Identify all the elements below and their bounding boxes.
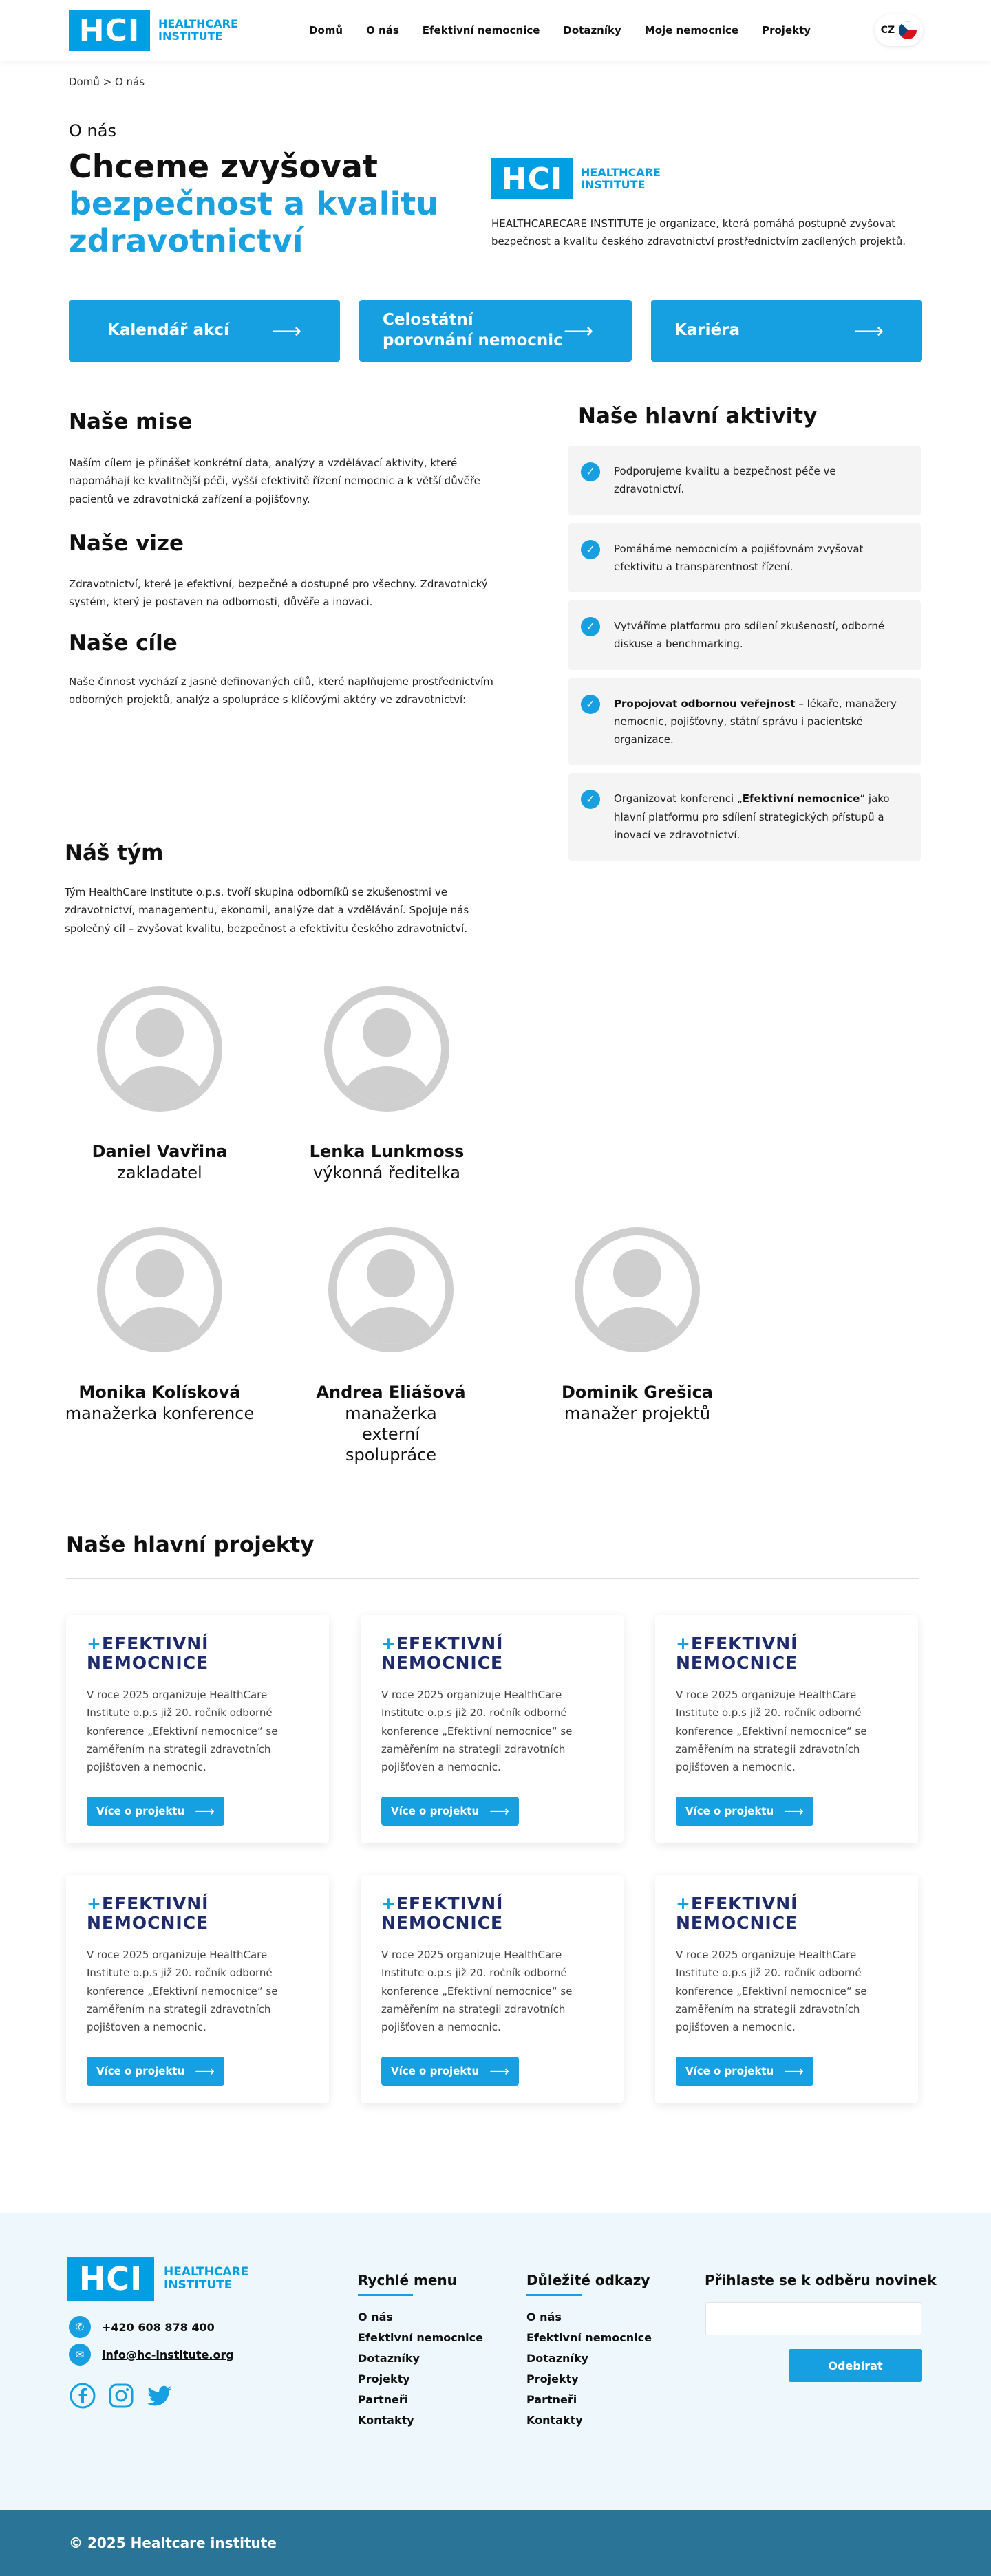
project-text: V roce 2025 organizuje HealthCare Institute o.p.s již 20. ročník odborné konference „Efektivní nemocnice“ se zaměřením na strategii zdravotních pojišťoven a nemocnic. [676, 1689, 867, 1773]
arrow-right-icon: ⟶ [784, 2063, 804, 2079]
career-button-label: Kariéra [674, 321, 740, 340]
check-icon: ✓ [581, 695, 600, 714]
team-member [56, 1227, 263, 1424]
quick-link-dotazniky[interactable]: Dotazníky [358, 2352, 420, 2365]
copyright-bar [0, 2510, 991, 2576]
activity-text: “ jako hlavní platformu pro sdílení strategických přístupů a inovací ve zdravotnictví. [614, 792, 890, 841]
project-logo: +EFEKTIVNÍ NEMOCNICE [676, 1634, 798, 1673]
activities-list [568, 446, 921, 869]
vision-heading: Naše vize [69, 531, 184, 556]
member-role: manažerka konference [65, 1404, 255, 1423]
project-text: V roce 2025 organizuje HealthCare Institute o.p.s již 20. ročník odborné konference „Efektivní nemocnice“ se zaměřením na strategii zdravotních pojišťoven a nemocnic. [87, 1689, 278, 1773]
footer-phone[interactable] [69, 2316, 215, 2338]
footer-logo[interactable] [67, 2257, 248, 2301]
nav-item-o-nas[interactable]: O nás [366, 24, 399, 36]
important-link-dotazniky[interactable]: Dotazníky [526, 2352, 588, 2365]
logo-mark: HCI [67, 2257, 154, 2301]
activity-item [568, 773, 921, 861]
important-links [526, 2272, 652, 2431]
site-footer [0, 2213, 991, 2510]
quick-link-projekty[interactable]: Projekty [358, 2372, 410, 2385]
activity-text: Pomáháme nemocnicím a pojišťovnám zvyšovat efektivitu a transparentnost řízení. [614, 542, 864, 573]
nav-item-domu[interactable]: Domů [309, 24, 343, 36]
project-card [361, 1875, 624, 2103]
quick-link-efektivni-nemocnice[interactable]: Efektivní nemocnice [358, 2331, 483, 2344]
czech-flag-icon [899, 21, 917, 39]
arrow-right-icon: ⟶ [195, 1803, 215, 1819]
language-label: CZ [880, 25, 895, 36]
check-icon: ✓ [581, 790, 600, 809]
project-more-button[interactable]: Více o projektu ⟶ [381, 1797, 519, 1826]
member-role: zakladatel [117, 1163, 202, 1182]
heading-underline [358, 2294, 413, 2296]
activity-item [568, 600, 921, 670]
logo-line2: INSTITUTE [164, 2278, 233, 2292]
project-logo: +EFEKTIVNÍ NEMOCNICE [676, 1894, 798, 1933]
nav-item-projekty[interactable]: Projekty [762, 24, 811, 36]
facebook-icon[interactable] [69, 2382, 96, 2410]
project-more-button[interactable]: Více o projektu ⟶ [676, 2057, 813, 2086]
check-icon: ✓ [581, 462, 600, 481]
logo-line2: INSTITUTE [158, 30, 223, 43]
team-member [534, 1227, 740, 1424]
projects-heading: Naše hlavní projekty [66, 1533, 315, 1557]
team-member [284, 986, 490, 1183]
nav-item-moje-nemocnice[interactable]: Moje nemocnice [644, 24, 739, 36]
activity-item [568, 678, 921, 766]
member-name: Andrea Eliášová [316, 1383, 466, 1402]
project-card [655, 1615, 918, 1843]
quick-link-partneri[interactable]: Partneři [358, 2393, 409, 2406]
hero-title-line1: Chceme zvyšovat [69, 148, 378, 185]
project-text: V roce 2025 organizuje HealthCare Institute o.p.s již 20. ročník odborné konference „Efektivní nemocnice“ se zaměřením na strategii zdravotních pojišťoven a nemocnic. [676, 1949, 867, 2033]
main-nav [309, 0, 811, 61]
avatar-placeholder-icon [324, 986, 449, 1112]
logo-mark: HCI [491, 158, 573, 199]
goals-heading: Naše cíle [69, 631, 178, 656]
check-icon: ✓ [581, 617, 600, 636]
breadcrumb: Domů > O nás [69, 76, 145, 88]
avatar-placeholder-icon [97, 986, 222, 1112]
mission-text: Naším cílem je přinášet konkrétní data, analýzy a vzdělávací aktivity, které napomáhají ke kvalitnější péči, vyšší efektivitě řízení nemocnic a k větší důvěře pacientů ve zdravotnická zařízení a pojišťovny. [69, 457, 480, 506]
project-more-button[interactable]: Více o projektu ⟶ [87, 2057, 224, 2086]
nav-item-dotazniky[interactable]: Dotazníky [563, 24, 621, 36]
member-role: manažerka externí spolupráce [345, 1404, 437, 1464]
important-link-efektivni-nemocnice[interactable]: Efektivní nemocnice [526, 2331, 652, 2344]
important-link-o-nas[interactable]: O nás [526, 2310, 562, 2324]
career-button[interactable] [651, 300, 922, 362]
logo-line2: INSTITUTE [581, 178, 646, 191]
calendar-button[interactable] [69, 300, 340, 362]
arrow-right-icon: ⟶ [195, 2063, 215, 2079]
member-name: Monika Kolísková [78, 1383, 241, 1402]
logo-line1: HEALTHCARE [581, 166, 661, 180]
activity-bold: Efektivní nemocnice [742, 792, 860, 805]
avatar-placeholder-icon [97, 1227, 222, 1352]
site-header [0, 0, 991, 61]
project-card [66, 1875, 329, 2103]
arrow-right-icon: ⟶ [563, 318, 593, 343]
project-text: V roce 2025 organizuje HealthCare Institute o.p.s již 20. ročník odborné konference „Efektivní nemocnice“ se zaměřením na strategii zdravotních pojišťoven a nemocnic. [381, 1689, 573, 1773]
email-address: info@hc-institute.org [102, 2348, 234, 2361]
activity-text: – lékaře, manažery nemocnic, pojišťovny, státní správu i pacientské organizace. [614, 697, 897, 746]
copyright-text: © 2025 Healtcare institute [69, 2535, 277, 2551]
activity-item [568, 446, 921, 515]
quick-link-kontakty[interactable]: Kontakty [358, 2414, 414, 2427]
activity-bold: Propojovat odbornou veřejnost [614, 697, 796, 710]
team-member [56, 986, 263, 1183]
newsletter-email-input[interactable] [705, 2302, 921, 2335]
hospital-comparison-button[interactable] [359, 300, 632, 362]
hospital-comparison-button-label: Celostátní porovnání nemocnic [383, 311, 563, 349]
social-links [69, 2382, 173, 2410]
activities-heading: Naše hlavní aktivity [578, 404, 818, 429]
nav-item-efektivni-nemocnice[interactable]: Efektivní nemocnice [422, 24, 540, 36]
header-logo[interactable] [69, 10, 238, 51]
projects-divider [66, 1578, 919, 1579]
hero-description: HEALTHCARECARE INSTITUTE je organizace, která pomáhá postupně zvyšovat bezpečnost a kvalitu českého zdravotnictví prostřednictvím zacílených projektů. [491, 217, 906, 248]
phone-number: +420 608 878 400 [102, 2320, 215, 2334]
important-link-kontakty[interactable]: Kontakty [526, 2414, 583, 2427]
team-member [288, 1227, 494, 1465]
team-text: Tým HealthCare Institute o.p.s. tvoří skupina odborníků se zkušenostmi ve zdravotnictví, managementu, ekonomii, analýze dat a vzdělávání. Spojuje nás společný cíl – zvyšovat kvalitu, bezpečnost a efektivitu českého zdravotnictví. [65, 886, 469, 935]
avatar-placeholder-icon [575, 1227, 700, 1352]
logo-text [581, 166, 661, 191]
logo-text [158, 18, 238, 42]
project-text: V roce 2025 organizuje HealthCare Institute o.p.s již 20. ročník odborné konference „Efektivní nemocnice“ se zaměřením na strategii zdravotních pojišťoven a nemocnic. [87, 1949, 278, 2033]
twitter-icon[interactable] [146, 2382, 173, 2410]
project-card [655, 1875, 918, 2103]
mail-icon: ✉ [69, 2344, 91, 2366]
hero-logo [491, 158, 661, 199]
hero-eyebrow: O nás [69, 121, 116, 140]
project-logo: +EFEKTIVNÍ NEMOCNICE [381, 1634, 504, 1673]
project-logo: +EFEKTIVNÍ NEMOCNICE [87, 1634, 209, 1673]
project-logo: +EFEKTIVNÍ NEMOCNICE [381, 1894, 504, 1933]
instagram-icon[interactable] [107, 2382, 135, 2410]
member-name: Daniel Vavřina [92, 1142, 228, 1161]
logo-text [164, 2266, 248, 2291]
project-more-button[interactable]: Více o projektu ⟶ [87, 1797, 224, 1826]
member-name: Lenka Lunkmoss [309, 1142, 465, 1161]
member-name: Dominik Grešica [561, 1383, 714, 1402]
calendar-button-label: Kalendář akcí [107, 321, 229, 340]
activity-item [568, 523, 921, 593]
arrow-right-icon: ⟶ [489, 2063, 509, 2079]
language-switcher[interactable] [875, 14, 923, 46]
goals-text: Naše činnost vychází z jasně definovaných cílů, které naplňujeme prostřednictvím odborných projektů, analýz a spolupráce s klíčovými aktéry ve zdravotnictví: [69, 675, 493, 706]
important-link-partneri[interactable]: Partneři [526, 2393, 577, 2406]
arrow-right-icon: ⟶ [271, 318, 301, 343]
check-icon: ✓ [581, 540, 600, 559]
team-heading: Náš tým [65, 841, 164, 865]
vision-text: Zdravotnictví, které je efektivní, bezpečné a dostupné pro všechny. Zdravotnický systém, který je postaven na odbornosti, důvěře a inovaci. [69, 578, 488, 609]
avatar-placeholder-icon [328, 1227, 454, 1352]
project-card [66, 1615, 329, 1843]
logo-line1: HEALTHCARE [158, 17, 238, 31]
project-more-button[interactable]: Více o projektu ⟶ [381, 2057, 519, 2086]
project-more-button[interactable]: Více o projektu ⟶ [676, 1797, 813, 1826]
member-role: výkonná ředitelka [313, 1163, 460, 1182]
newsletter-subscribe-button[interactable]: Odebírat [789, 2349, 922, 2382]
important-link-projekty[interactable]: Projekty [526, 2372, 579, 2385]
mission-heading: Naše mise [69, 409, 193, 434]
project-logo: +EFEKTIVNÍ NEMOCNICE [87, 1894, 209, 1933]
quick-menu-heading: Rychlé menu [358, 2272, 457, 2288]
phone-icon: ✆ [69, 2316, 91, 2338]
quick-link-o-nas[interactable]: O nás [358, 2310, 393, 2324]
hero-title [69, 149, 454, 259]
heading-underline [526, 2294, 582, 2296]
quick-menu [358, 2272, 483, 2431]
important-links-heading: Důležité odkazy [526, 2272, 650, 2288]
hero-title-highlight: bezpečnost a kvalitu zdravotnictví [69, 184, 438, 259]
arrow-right-icon: ⟶ [784, 1803, 804, 1819]
project-text: V roce 2025 organizuje HealthCare Institute o.p.s již 20. ročník odborné konference „Efektivní nemocnice“ se zaměřením na strategii zdravotních pojišťoven a nemocnic. [381, 1949, 573, 2033]
activity-text: Vytváříme platformu pro sdílení zkušeností, odborné diskuse a benchmarking. [614, 620, 885, 651]
activity-prefix: Organizovat konferenci „ [614, 792, 743, 805]
project-card [361, 1615, 624, 1843]
logo-line1: HEALTHCARE [164, 2265, 249, 2280]
activity-text: Podporujeme kvalitu a bezpečnost péče ve zdravotnictví. [614, 465, 836, 496]
arrow-right-icon: ⟶ [489, 1803, 509, 1819]
footer-email[interactable] [69, 2344, 234, 2366]
logo-mark: HCI [69, 10, 150, 51]
arrow-right-icon: ⟶ [853, 318, 884, 343]
member-role: manažer projektů [564, 1404, 711, 1423]
newsletter-heading: Přihlaste se k odběru novinek [705, 2272, 937, 2288]
